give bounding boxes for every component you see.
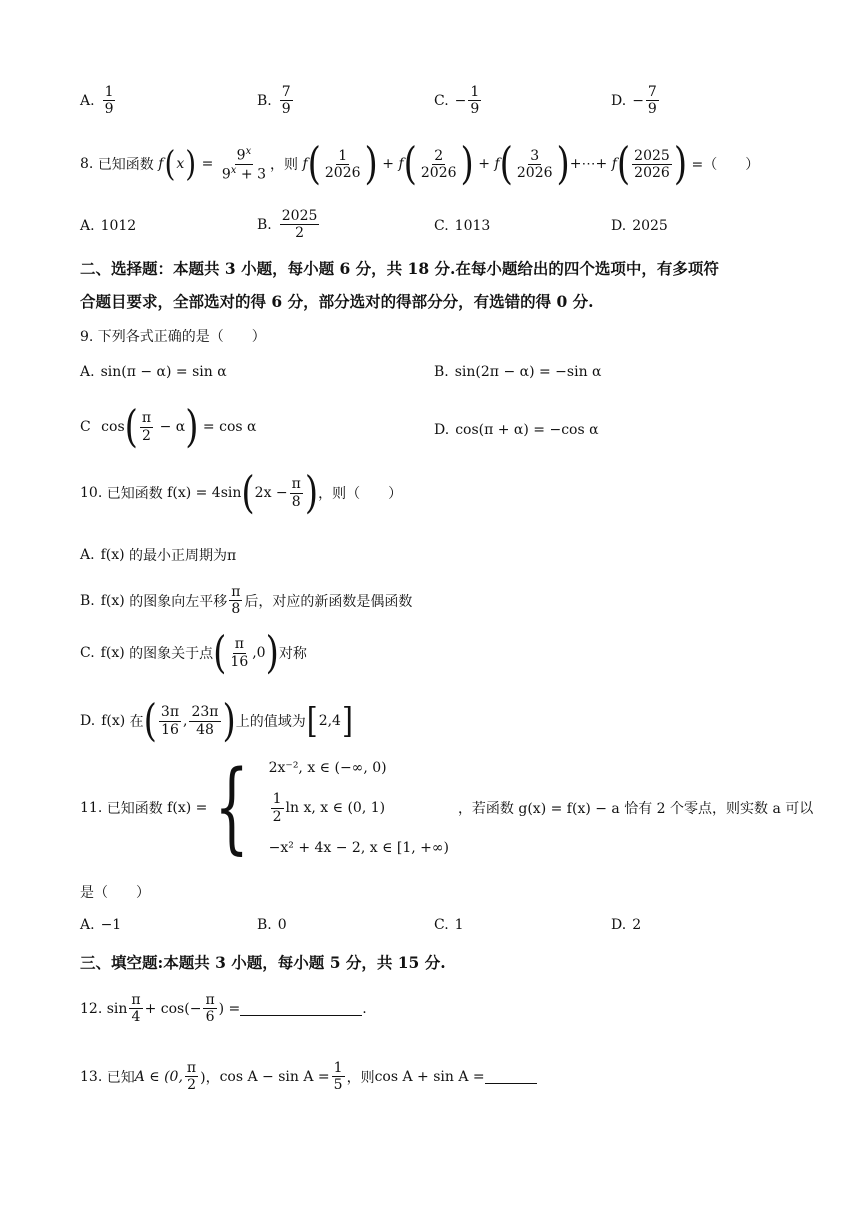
q10-option-c: C. f(x) 的图象关于点 ( $\frac{\pi}{16}$ ,0 ) 对称: [80, 627, 307, 679]
question-10: 10. 已知函数 f(x) = 4sin ( 2x − $\frac{\pi}{8}$ ) ，则（ ）: [80, 467, 403, 519]
q9-option-a: A. sin(π − α) = sin α: [80, 364, 227, 380]
q11-option-a: A. −1: [80, 917, 122, 933]
q8-option-d: D. 2025: [611, 218, 668, 234]
q9-option-c: C cos ( $\frac{\pi}{2}$ − α ) = cos α: [80, 401, 257, 453]
q9-option-b: B. sin(2π − α) = −sin α: [434, 364, 602, 380]
piecewise-cases: [269, 760, 449, 856]
q10-option-d: D. f(x) 在 ( $\frac{3\pi}{16}$ , $\frac{23\pi}{48}$ ) 上的值域为 [ 2,4 ]: [80, 695, 353, 747]
question-12: 12. sin $\frac{\pi}{4}$ + cos(− $\frac{\pi}{6}$ ) = .: [80, 992, 367, 1026]
q11-option-c: C. 1: [434, 917, 464, 933]
answer-blank[interactable]: [240, 1001, 362, 1016]
q7-option-b: B. $\frac{7}{9}$: [257, 84, 291, 118]
case-2: $\frac{1}{2}$ ln x, x ∈ (0, 1): [272, 791, 386, 825]
q7-option-d: D. − $\frac{7}{9}$: [611, 84, 657, 118]
case-1: 2x⁻², x ∈ (−∞, 0): [268, 760, 387, 776]
section-2-heading-line1: 二、选择题：本题共 3 小题，每小题 6 分，共 18 分.在每小题给出的四个选项中，有多项符: [80, 259, 719, 278]
question-11: 11. 已知函数 f(x) = { 2x⁻², x ∈ (−∞, 0) $\frac{1}{2}$ ln x, x ∈ (0, 1) −x² + 4x − 2, x ∈ [1, +∞) ，若函数 g(x) = f(x) − a 恰有 2 个零点，则实数 a 可以: [80, 749, 814, 866]
q10-option-b: B. f(x) 的图象向左平移 $\frac{\pi}{8}$ 后，对应的新函数是偶函数: [80, 584, 413, 618]
q9-option-d: D. cos(π + α) = −cos α: [434, 422, 599, 438]
q11-option-b: B. 0: [257, 917, 287, 933]
question-11-continued: 是（ ）: [80, 885, 150, 901]
answer-blank[interactable]: [485, 1069, 537, 1084]
question-13: 13. 已知 A ∈ (0, $\frac{\pi}{2}$ )， cos A − sin A = $\frac{1}{5}$ ，则 cos A + sin A =: [80, 1060, 537, 1093]
q8-option-a: A. 1012: [80, 218, 137, 234]
question-9-stem: 9. 下列各式正确的是（ ）: [80, 329, 266, 345]
q7-option-a: A. $\frac{1}{9}$: [80, 84, 114, 118]
left-brace-icon: {: [214, 749, 250, 866]
section-2-heading-line2: 合题目要求，全部选对的得 6 分，部分选对的得部分分，有选错的得 0 分.: [80, 292, 594, 311]
q7-option-c: C. − $\frac{1}{9}$: [434, 84, 480, 118]
q8-option-c: C. 1013: [434, 218, 491, 234]
section-3-heading: 三、填空题:本题共 3 小题，每小题 5 分，共 15 分.: [80, 953, 446, 972]
q8-option-b: B. $\frac{2025}{2}$: [257, 208, 318, 242]
question-8: 8. 已知函数 f ( x ) = $\frac{9^x}{9^x + 3}$ ，则 f ( $\frac{1}{2026}$ ) + f ( $\frac{2}{2026}$ ) + f ( $\frac{3}{2026}$ ) +⋯+ f ( $\frac{2025}{2026}$ ) =（ ）: [80, 138, 760, 191]
q11-option-d: D. 2: [611, 917, 642, 933]
q10-option-a: A. f(x) 的最小正周期为π: [80, 547, 237, 564]
case-3: −x² + 4x − 2, x ∈ [1, +∞): [268, 840, 450, 856]
